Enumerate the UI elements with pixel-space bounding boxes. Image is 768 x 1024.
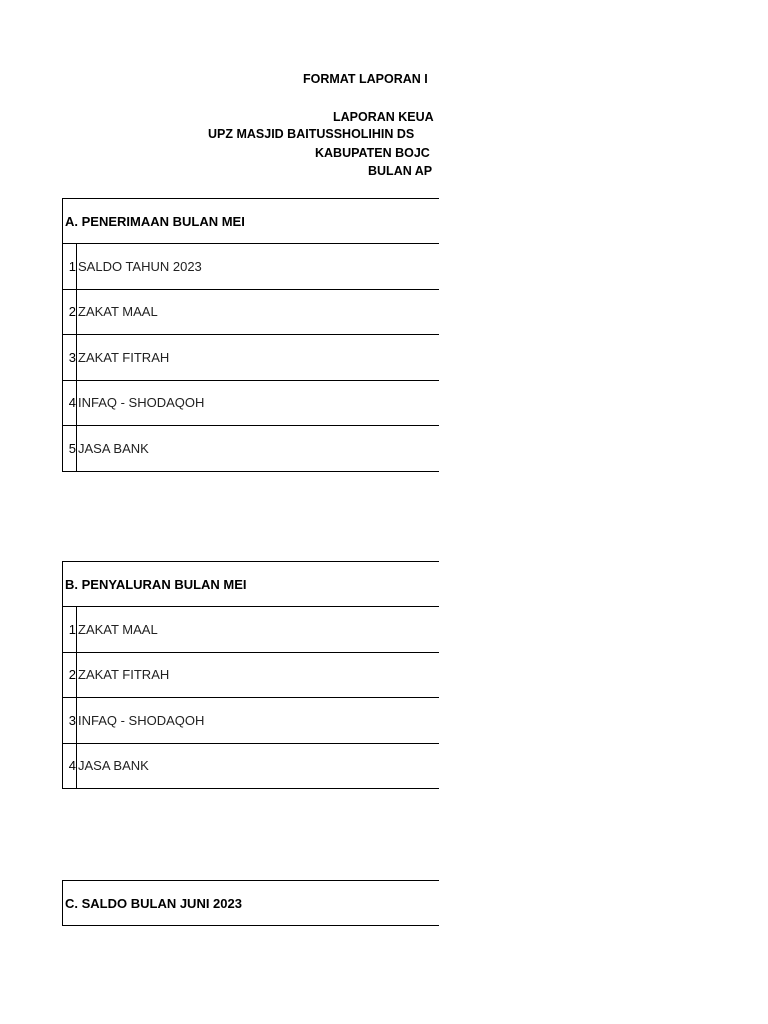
- row-number: 1: [63, 607, 77, 652]
- row-label: JASA BANK: [78, 758, 149, 774]
- table-row: [63, 290, 439, 336]
- row-label: ZAKAT MAAL: [78, 304, 158, 320]
- header-organization: UPZ MASJID BAITUSSHOLIHIN DS: [208, 127, 415, 141]
- row-label: SALDO TAHUN 2023: [78, 258, 202, 274]
- header-regency: KABUPATEN BOJC: [315, 146, 430, 160]
- row-label: ZAKAT FITRAH: [78, 667, 170, 683]
- section-title: A. PENERIMAAN BULAN MEI: [63, 199, 439, 244]
- row-label: INFAQ - SHODAQOH: [78, 712, 205, 728]
- header-month: BULAN AP: [368, 164, 433, 178]
- table-row: [63, 607, 439, 653]
- table-row: [63, 381, 439, 427]
- row-number: 1: [63, 244, 77, 289]
- table-row: [63, 426, 439, 472]
- row-number: 2: [63, 290, 77, 335]
- row-number: 3: [63, 335, 77, 380]
- row-label: INFAQ - SHODAQOH: [78, 395, 205, 411]
- row-number: 5: [63, 426, 77, 471]
- row-number: 4: [63, 744, 77, 789]
- table-row: [63, 244, 439, 290]
- header-report-title: LAPORAN KEUA: [333, 110, 434, 124]
- header-format-title: FORMAT LAPORAN I: [303, 72, 428, 86]
- section-receipts: [62, 198, 439, 472]
- row-label: JASA BANK: [78, 440, 149, 456]
- section-balance: [62, 880, 439, 926]
- table-row: [63, 653, 439, 699]
- table-row: [63, 744, 439, 790]
- row-number: 4: [63, 381, 77, 426]
- table-row: [63, 335, 439, 381]
- section-title: B. PENYALURAN BULAN MEI: [63, 562, 439, 607]
- row-label: ZAKAT FITRAH: [78, 349, 170, 365]
- table-row: [63, 698, 439, 744]
- row-label: ZAKAT MAAL: [78, 621, 158, 637]
- section-distribution: [62, 561, 439, 789]
- row-number: 2: [63, 653, 77, 698]
- section-title: C. SALDO BULAN JUNI 2023: [63, 881, 439, 926]
- row-number: 3: [63, 698, 77, 743]
